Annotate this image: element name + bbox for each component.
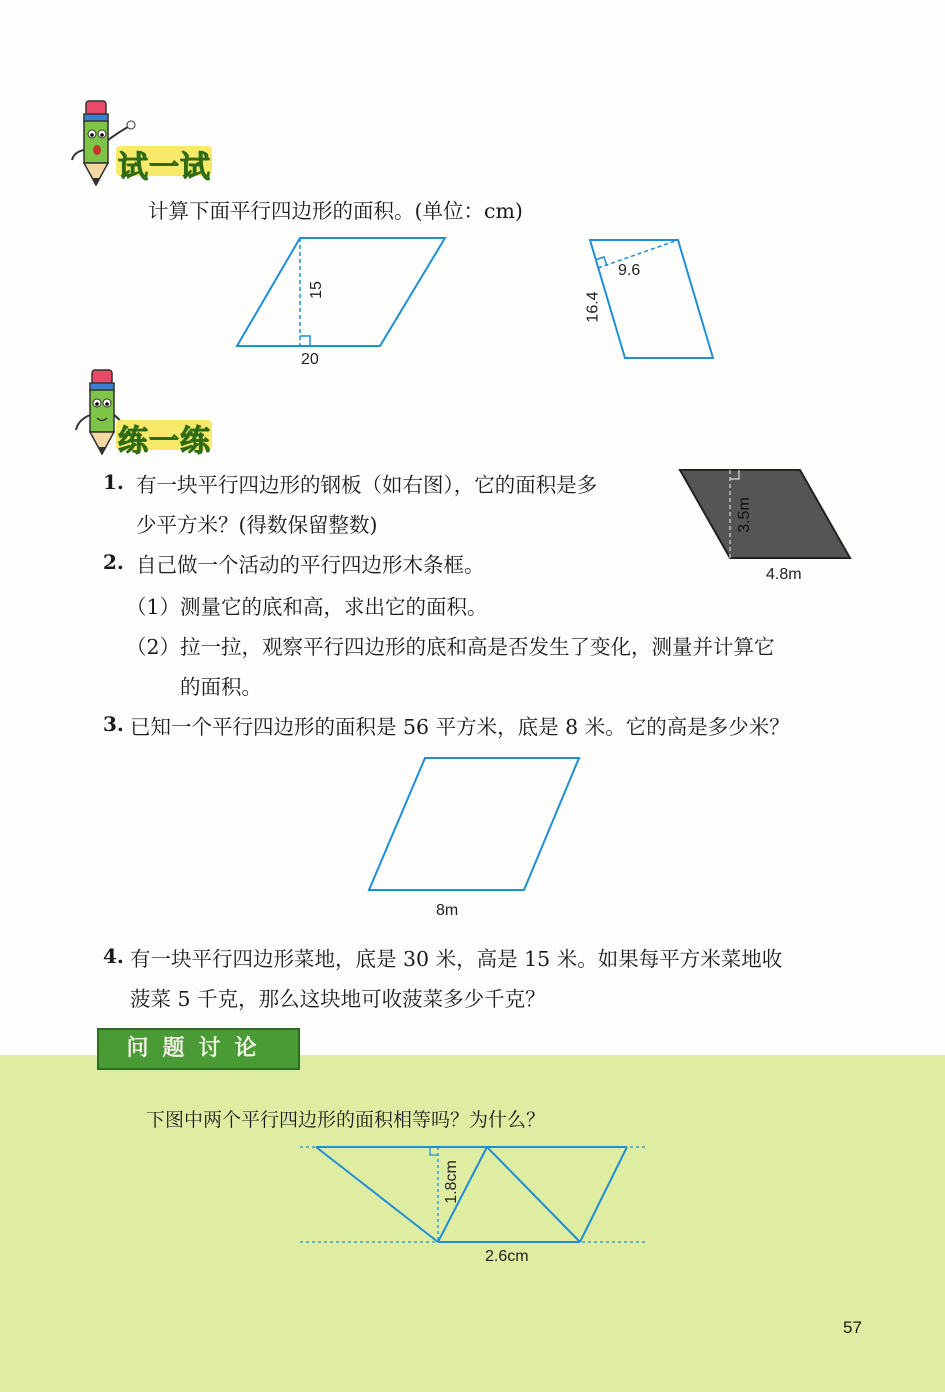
q2-number: 2. (103, 550, 124, 574)
q3-number: 3. (103, 712, 124, 736)
page-number: 57 (843, 1318, 862, 1337)
try-heading: 试一试 (118, 150, 211, 185)
discussion-tab (97, 1028, 300, 1070)
discussion-heading: 问题讨论 (126, 1036, 271, 1061)
try-instruction: 计算下面平行四边形的面积。(单位：cm) (148, 199, 523, 223)
steel-plate-figure (680, 470, 850, 558)
fig2-side-label: 16.4 (584, 291, 602, 323)
fig1-height-label: 15 (307, 281, 325, 299)
practice-heading: 练一练 (118, 424, 211, 459)
q1-base-label: 4.8m (766, 566, 802, 583)
q3-line1: 已知一个平行四边形的面积是 56 平方米，底是 8 米。它的高是多少米？ (130, 715, 790, 739)
try-parallelogram-2 (590, 240, 713, 358)
try-parallelogram-1 (237, 238, 445, 346)
q1-line2: 少平方米？(得数保留整数) (136, 513, 378, 537)
q1-line1: 有一块平行四边形的钢板（如右图），它的面积是多 (136, 473, 598, 497)
q2-line1: 自己做一个活动的平行四边形木条框。 (136, 553, 485, 577)
q4-line1: 有一块平行四边形菜地，底是 30 米，高是 15 米。如果每平方米菜地收 (130, 947, 783, 971)
discussion-figure (300, 1147, 645, 1242)
discussion-question: 下图中两个平行四边形的面积相等吗？为什么？ (146, 1109, 546, 1131)
q1-number: 1. (103, 470, 124, 494)
discussion-height-label: 1.8cm (442, 1160, 460, 1204)
q2-sub2-line2: 的面积。 (180, 675, 262, 699)
q3-parallelogram (369, 758, 579, 890)
fig1-base-label: 20 (301, 351, 319, 368)
q2-sub2-line1: （2）拉一拉，观察平行四边形的底和高是否发生了变化，测量并计算它 (126, 635, 775, 659)
q4-line2: 菠菜 5 千克，那么这块地可收菠菜多少千克？ (130, 987, 546, 1011)
q2-sub1: （1）测量它的底和高，求出它的面积。 (126, 595, 488, 619)
fig2-height-label: 9.6 (618, 262, 641, 279)
discussion-base-label: 2.6cm (485, 1248, 529, 1265)
q1-height-label: 3.5m (735, 497, 753, 533)
q3-base-label: 8m (436, 902, 459, 919)
q4-number: 4. (103, 944, 124, 968)
